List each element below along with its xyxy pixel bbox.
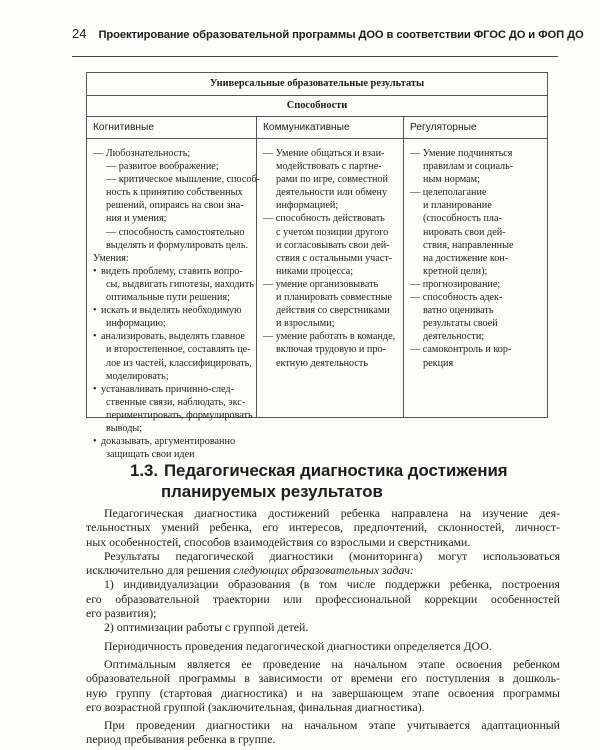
paragraph [86, 657, 560, 714]
text-line: Периодичность проведения педагогической диагностики определяется ДОО. [104, 638, 492, 653]
cell-line: с учетом позиции другого [276, 226, 389, 238]
column-header-communicative: Коммуникативные [257, 117, 404, 138]
cell-line: ственные связи, наблюдать, экс- [106, 396, 246, 408]
text-line: его возрастной группой (заключительная, финальная диагностика). [86, 699, 425, 714]
bullet-line: • устанавливать причинно-след- [93, 383, 252, 396]
paragraph [86, 620, 560, 634]
cell-line: — способность действовать [263, 213, 385, 225]
paragraph [86, 577, 560, 620]
paragraph [86, 639, 560, 653]
cell-line: и планировать совместные [276, 292, 392, 304]
cell-line: — умение организовывать [263, 278, 379, 290]
cell-line: лое из частей, классифицировать, [106, 357, 252, 369]
body-text [86, 506, 560, 747]
cell-line: информацию; [106, 318, 166, 330]
results-table [86, 72, 548, 461]
text-line: период пребывания ребенка в группе. [86, 732, 276, 747]
cell-line: на достижение кон- [423, 252, 509, 264]
text-run: исключительно для решения [86, 563, 234, 578]
running-title: Проектирование образовательной программы ДОО в соответствии ФГОС ДО и ФОП ДО [98, 29, 584, 41]
bullet-line: • искать и выделять необходимую [93, 304, 252, 317]
column-header-cognitive: Когнитивные [87, 117, 257, 138]
text-line: его развития); [86, 606, 157, 621]
cell-line: деятельности; [423, 331, 485, 343]
regulatory-cell [404, 139, 547, 417]
cell-line: ность к принятию собственных [106, 187, 243, 199]
cell-line: — целеполагание [410, 187, 487, 199]
cell-line: — способность адек- [410, 292, 503, 304]
cell-line: ствия, направленные [423, 239, 514, 251]
text-line: тельностных умений ребенка, его интересов, предпочтений, склонностей, личност- [86, 520, 560, 535]
table-title: Универсальные образовательные результаты [87, 73, 547, 96]
page-number: 24 [72, 26, 87, 41]
section-title-line-2: планируемых результатов [161, 482, 383, 501]
cell-line: информацией; [276, 200, 339, 212]
running-head [72, 26, 584, 41]
italic-colon: : [409, 563, 414, 578]
cell-line: кретной цели); [423, 265, 488, 277]
text-line: Оптимальным является ее проведение на начальном этапе освоения ребенком [104, 656, 560, 671]
cell-line: выделять и формулировать цель. [106, 239, 249, 251]
cell-line: оптимальные пути решения; [106, 292, 230, 304]
cell-line: нировать свои дей- [423, 226, 506, 238]
cell-line: — критическое мышление, способ- [106, 174, 261, 186]
cell-line: действия со сверстниками [276, 305, 390, 317]
cell-line: и взрослыми; [276, 318, 335, 330]
cell-line: — развитое воображение; [106, 161, 219, 173]
paragraph [86, 506, 560, 549]
text-line [86, 563, 560, 577]
cell-line: результаты своей [423, 318, 498, 330]
cell-line: ния и умения; [106, 213, 167, 225]
table-subtitle: Способности [87, 96, 547, 117]
cell-line: никами процесса; [276, 265, 354, 277]
cell-line: (способность пла- [423, 213, 502, 225]
bullet-line: • видеть проблему, ставить вопро- [93, 265, 252, 278]
text-line: 2) оптимизации работы с группой детей. [104, 620, 309, 635]
bullet-line: • анализировать, выделять главное [93, 330, 252, 343]
cell-line: деятельности или обмену [276, 187, 388, 199]
cell-line: и планирование [423, 200, 492, 212]
cell-line: включая трудовую и про- [276, 344, 386, 356]
text-line: Результаты педагогической диагностики (мониторинга) могут использоваться [104, 548, 560, 563]
cell-line: решений, опираясь на свои зна- [106, 200, 244, 212]
cell-line: — прогнозирование; [410, 278, 501, 290]
cell-line: — Умение подчиняться [410, 148, 513, 159]
cell-line: Умения: [93, 252, 129, 264]
cell-line: сы, выдвигать гипотезы, находить [106, 278, 254, 290]
cell-line: моделировать; [106, 370, 169, 382]
text-line: ную группу (стартовая диагностика) и на завершающем этапе освоения программы [86, 685, 560, 700]
column-header-regulatory: Регуляторные [410, 122, 477, 133]
text-line: 1) индивидуализации образования (в том числе поддержки ребенка, построения [104, 577, 560, 592]
table-body [87, 139, 547, 461]
cell-line: и согласовывать свои дей- [276, 239, 390, 251]
italic-run: следующих образовательных задач [233, 563, 410, 578]
text-line: При проведении диагностики на начальном этапе учитывается адаптационный [104, 718, 560, 733]
cognitive-cell [87, 139, 261, 461]
table-column-headers [87, 117, 547, 139]
header-rule [72, 56, 558, 57]
cell-line: — Умение общаться и взаи- [263, 148, 385, 159]
cell-line: ным нормам; [423, 174, 480, 186]
text-line: Педагогическая диагностика достижений ребенка направлена на изучение дея- [104, 506, 560, 520]
section-heading [130, 460, 570, 502]
cell-line: защищать свои идеи [106, 449, 195, 461]
cell-line: ствия с остальными участ- [276, 252, 393, 264]
text-line: образовательной программы в зависимости от времени его поступления в дошколь- [86, 671, 560, 686]
cell-line: правилам и социаль- [423, 161, 514, 173]
cell-line: и второстепенное, составлять це- [106, 344, 251, 356]
communicative-cell [257, 139, 404, 417]
paragraph [86, 549, 560, 578]
paragraph [86, 718, 560, 747]
cell-line: — Любознательность; [93, 148, 191, 159]
bullet-line: • доказывать, аргументированно [93, 435, 252, 448]
cell-line: ектную деятельность [276, 357, 369, 369]
text-line: ных особенностей, способов взаимодействия со взрослыми и сверстниками. [86, 534, 471, 549]
cell-line: — самоконтроль и кор- [410, 344, 512, 356]
text-line: его образовательной траектории или профессиональной коррекции особенностей [86, 591, 560, 606]
cell-line: — умение работать в команде, [263, 331, 396, 343]
cell-line: рекция [423, 357, 454, 369]
cell-line: модействовать с партне- [276, 161, 382, 173]
cell-line: — способность самостоятельно [106, 226, 245, 238]
cell-line: периментировать, формулировать [106, 409, 253, 421]
cell-line: рами по игре, совместной [276, 174, 388, 186]
section-title-line-1: Педагогическая диагностика достижения [164, 461, 508, 480]
section-number: 1.3. [130, 461, 158, 480]
cell-line: ватно оценивать [423, 305, 494, 317]
cell-line: выводы; [106, 422, 143, 434]
